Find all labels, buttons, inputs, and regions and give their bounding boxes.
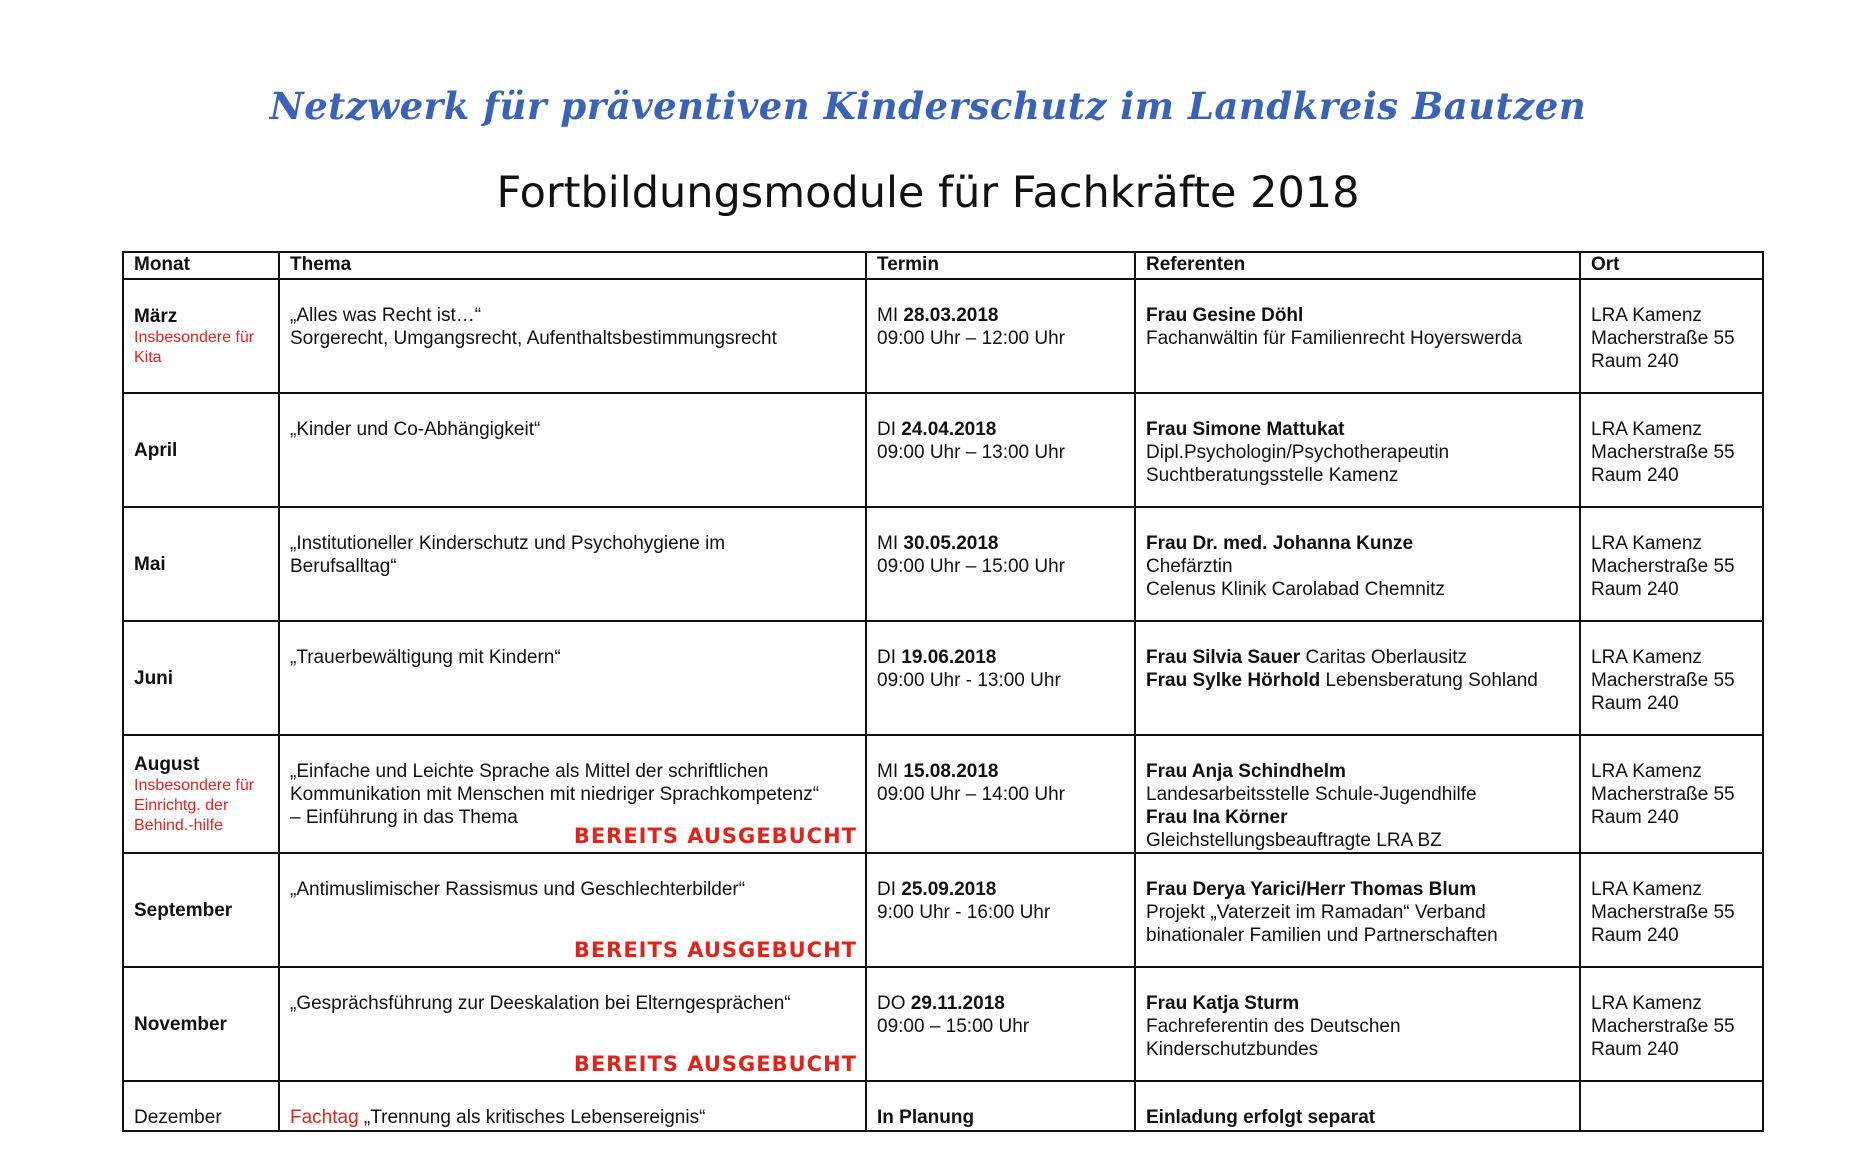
date-cell [866, 853, 1135, 967]
weekday: DI [877, 647, 896, 668]
speaker-affiliation: Lebensberatung Sohland [1320, 670, 1538, 691]
table-row [123, 735, 1763, 853]
place-line: Raum 240 [1591, 807, 1679, 828]
topic-line: Sorgerecht, Umgangsrecht, Aufenthaltsbestimmungsrecht [290, 328, 777, 349]
booked-out-label: BEREITS AUSGEBUCHT [573, 938, 857, 962]
date: 30.05.2018 [903, 533, 999, 554]
month-cell [123, 853, 279, 967]
speaker-detail: Landesarbeitsstelle Schule-Jugendhilfe [1146, 784, 1477, 805]
month-cell [123, 967, 279, 1081]
place-line: LRA Kamenz [1591, 879, 1702, 900]
speaker-name: Einladung erfolgt separat [1146, 1107, 1376, 1128]
month-cell [123, 393, 279, 507]
topic-line: „Antimuslimischer Rassismus und Geschlechterbilder“ [290, 879, 746, 900]
time: 09:00 Uhr – 13:00 Uhr [877, 442, 1066, 463]
speaker-name: Frau Dr. med. Johanna Kunze [1146, 533, 1414, 554]
date: 28.03.2018 [903, 305, 999, 326]
document-title: Fortbildungsmodule für Fachkräfte 2018 [496, 168, 1360, 218]
month-note: Insbesondere für Einrichtg. der Behind.-hilfe [134, 776, 255, 834]
column-header-topic: Thema [279, 252, 866, 279]
speaker-detail: Projekt „Vaterzeit im Ramadan“ Verband [1146, 902, 1486, 923]
column-header-speakers: Referenten [1135, 252, 1580, 279]
speaker-detail: binationaler Familien und Partnerschaften [1146, 925, 1498, 946]
place-line: LRA Kamenz [1591, 993, 1702, 1014]
place-line: Raum 240 [1591, 1039, 1679, 1060]
weekday: DO [877, 993, 906, 1014]
topic-line: „Trennung als kritisches Lebensereignis“ [358, 1107, 706, 1128]
modules-table [122, 251, 1764, 1132]
table-row-last [123, 1081, 1763, 1131]
speakers-cell [1135, 507, 1580, 621]
month-cell [123, 279, 279, 393]
place-line: Macherstraße 55 [1591, 556, 1735, 577]
place-line: LRA Kamenz [1591, 533, 1702, 554]
table-body [123, 279, 1763, 1131]
speaker-name: Frau Derya Yarici/Herr Thomas Blum [1146, 879, 1477, 900]
table-row [123, 393, 1763, 507]
month-name: Juni [134, 667, 174, 689]
speaker-name: Frau Ina Körner [1146, 807, 1288, 828]
time: 09:00 Uhr – 15:00 Uhr [877, 556, 1066, 577]
date: 15.08.2018 [903, 761, 999, 782]
topic-cell [279, 967, 866, 1081]
speaker-detail: Kinderschutzbundes [1146, 1039, 1319, 1060]
speaker-name: Frau Silvia Sauer [1146, 647, 1301, 668]
weekday: MI [877, 305, 899, 326]
booked-out-label: BEREITS AUSGEBUCHT [573, 824, 857, 848]
topic-cell [279, 279, 866, 393]
month-cell [123, 507, 279, 621]
date-cell [866, 735, 1135, 853]
month-name: November [134, 1013, 227, 1035]
speaker-name: Frau Katja Sturm [1146, 993, 1300, 1014]
booked-out-label: BEREITS AUSGEBUCHT [573, 1052, 857, 1076]
place-line: Raum 240 [1591, 925, 1679, 946]
topic-line: Berufsalltag“ [290, 556, 397, 577]
speaker-detail: Suchtberatungsstelle Kamenz [1146, 465, 1399, 486]
weekday: MI [877, 533, 899, 554]
organization-title: Netzwerk für präventiven Kinderschutz im Landkreis Bautzen [269, 84, 1587, 128]
topic-line: „Alles was Recht ist…“ [290, 305, 482, 326]
weekday: DI [877, 879, 896, 900]
month-name: August [134, 753, 200, 775]
column-header-date: Termin [866, 252, 1135, 279]
speaker-name: Frau Sylke Hörhold [1146, 670, 1321, 691]
month-name: April [134, 439, 178, 461]
table-row [123, 621, 1763, 735]
month-name: Mai [134, 553, 166, 575]
date-cell [866, 279, 1135, 393]
date-cell [866, 507, 1135, 621]
topic-cell [279, 621, 866, 735]
place-line: Macherstraße 55 [1591, 328, 1735, 349]
place-cell [1580, 967, 1763, 1081]
place-line: LRA Kamenz [1591, 305, 1702, 326]
topic-line: „Kinder und Co-Abhängigkeit“ [290, 419, 541, 440]
date: 29.11.2018 [910, 993, 1005, 1014]
topic-cell [279, 1081, 866, 1131]
month-cell [123, 621, 279, 735]
time: 09:00 Uhr - 13:00 Uhr [877, 670, 1061, 691]
topic-cell [279, 507, 866, 621]
place-line: Raum 240 [1591, 579, 1679, 600]
weekday: DI [877, 419, 896, 440]
place-cell [1580, 507, 1763, 621]
date-cell [866, 1081, 1135, 1131]
speakers-cell [1135, 735, 1580, 853]
speaker-detail: Chefärztin [1146, 556, 1233, 577]
topic-line: „Trauerbewältigung mit Kindern“ [290, 647, 561, 668]
topic-cell [279, 853, 866, 967]
month-cell [123, 735, 279, 853]
speaker-name: Frau Simone Mattukat [1146, 419, 1345, 440]
date: 25.09.2018 [901, 879, 997, 900]
date-cell [866, 393, 1135, 507]
speaker-affiliation: Caritas Oberlausitz [1300, 647, 1468, 668]
speaker-detail: Celenus Klinik Carolabad Chemnitz [1146, 579, 1445, 600]
place-line: Macherstraße 55 [1591, 784, 1735, 805]
table-row [123, 507, 1763, 621]
speakers-cell [1135, 967, 1580, 1081]
speaker-detail: Gleichstellungsbeauftragte LRA BZ [1146, 830, 1442, 851]
date-cell [866, 621, 1135, 735]
topic-line: „Gesprächsführung zur Deeskalation bei Elterngesprächen“ [290, 993, 791, 1014]
month-note: Insbesondere für Kita [134, 328, 255, 366]
place-line: Raum 240 [1591, 351, 1679, 372]
time: 09:00 Uhr – 14:00 Uhr [877, 784, 1066, 805]
place-cell [1580, 853, 1763, 967]
column-header-place: Ort [1580, 252, 1763, 279]
date: In Planung [877, 1107, 975, 1128]
month-name: März [134, 305, 178, 327]
speaker-name: Frau Anja Schindhelm [1146, 761, 1346, 782]
table-header-row [123, 252, 1763, 279]
topic-line: – Einführung in das Thema [290, 807, 518, 828]
date: 24.04.2018 [901, 419, 997, 440]
speakers-cell [1135, 853, 1580, 967]
speaker-detail: Dipl.Psychologin/Psychotherapeutin [1146, 442, 1450, 463]
column-header-month: Monat [123, 252, 279, 279]
place-cell [1580, 393, 1763, 507]
table-row [123, 853, 1763, 967]
date-cell [866, 967, 1135, 1081]
time: 09:00 – 15:00 Uhr [877, 1016, 1030, 1037]
place-cell [1580, 735, 1763, 853]
weekday: MI [877, 761, 899, 782]
speaker-detail: Fachreferentin des Deutschen [1146, 1016, 1401, 1037]
table-row [123, 279, 1763, 393]
topic-line: „Einfache und Leichte Sprache als Mittel der schriftlichen [290, 761, 769, 782]
place-cell [1580, 621, 1763, 735]
place-line: Raum 240 [1591, 465, 1679, 486]
month-name: September [134, 899, 233, 921]
topic-cell [279, 735, 866, 853]
speaker-name: Frau Gesine Döhl [1146, 305, 1304, 326]
place-line: LRA Kamenz [1591, 419, 1702, 440]
month-name: Dezember [134, 1107, 222, 1128]
table-row [123, 967, 1763, 1081]
topic-prefix: Fachtag [290, 1107, 359, 1128]
place-line: Macherstraße 55 [1591, 442, 1735, 463]
month-cell [123, 1081, 279, 1131]
time: 09:00 Uhr – 12:00 Uhr [877, 328, 1066, 349]
topic-cell [279, 393, 866, 507]
place-line: Macherstraße 55 [1591, 670, 1735, 691]
topic-line: „Institutioneller Kinderschutz und Psychohygiene im [290, 533, 726, 554]
speakers-cell [1135, 1081, 1580, 1131]
place-cell [1580, 1081, 1763, 1131]
topic-line: Kommunikation mit Menschen mit niedriger Sprachkompetenz“ [290, 784, 820, 805]
speakers-cell [1135, 621, 1580, 735]
date: 19.06.2018 [901, 647, 997, 668]
place-line: LRA Kamenz [1591, 647, 1702, 668]
place-line: Macherstraße 55 [1591, 902, 1735, 923]
speakers-cell [1135, 279, 1580, 393]
place-line: LRA Kamenz [1591, 761, 1702, 782]
place-cell [1580, 279, 1763, 393]
time: 9:00 Uhr - 16:00 Uhr [877, 902, 1051, 923]
place-line: Macherstraße 55 [1591, 1016, 1735, 1037]
place-line: Raum 240 [1591, 693, 1679, 714]
speaker-detail: Fachanwältin für Familienrecht Hoyerswerda [1146, 328, 1522, 349]
speakers-cell [1135, 393, 1580, 507]
